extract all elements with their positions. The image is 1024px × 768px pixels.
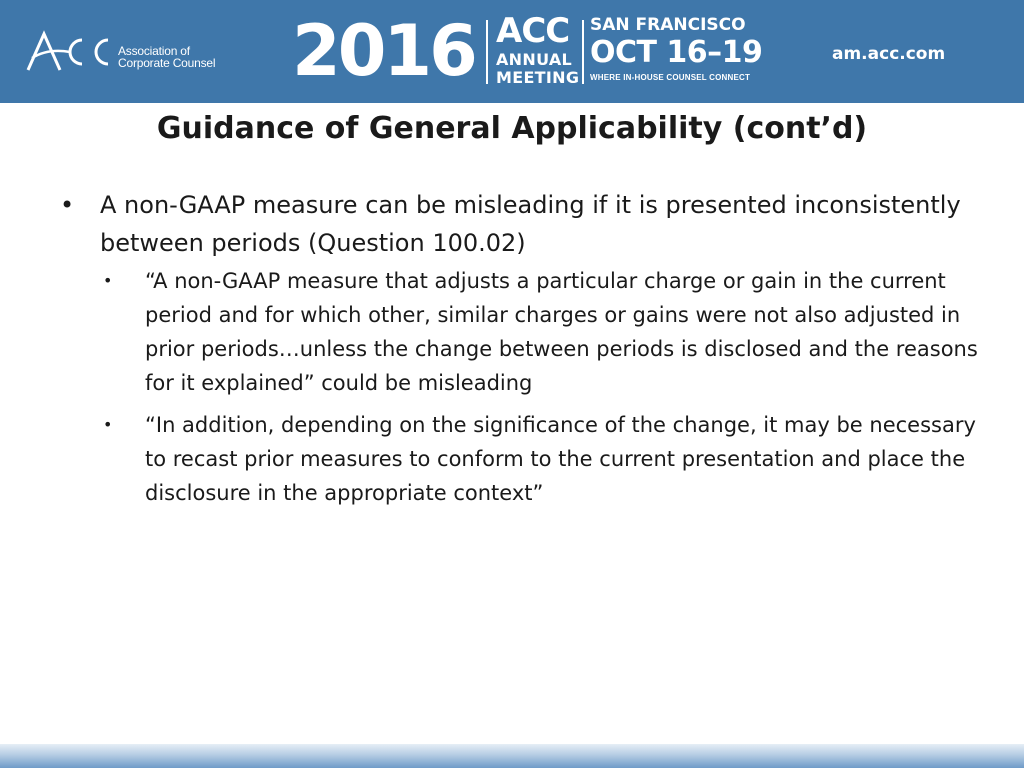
footer-bar	[0, 744, 1024, 768]
slide-content	[60, 186, 980, 518]
slide-title: Guidance of General Applicability (cont’d)	[156, 111, 868, 146]
logo-text	[118, 45, 215, 69]
event-banner	[0, 0, 1024, 103]
event-dates: OCT 16–19	[590, 35, 763, 70]
sub-bullet-item	[60, 408, 980, 510]
sub-bullet-list	[60, 264, 980, 510]
sub-bullet-text: “In addition, depending on the significance of the change, it may be necessary to recast prior measures to conform to the current presentation and place the disclosure in the appropriate context”	[145, 413, 976, 505]
logo-text-line-1: Association of	[118, 44, 190, 58]
bullet-item	[60, 186, 980, 262]
event-website: am.acc.com	[832, 44, 946, 64]
sub-bullet-item	[60, 264, 980, 400]
event-annual: ANNUAL	[496, 50, 573, 69]
sub-bullet-marker: •	[103, 271, 113, 290]
event-meeting: MEETING	[496, 68, 580, 87]
event-city: SAN FRANCISCO	[590, 15, 746, 35]
banner-divider	[582, 20, 584, 84]
sub-bullet-text: “A non-GAAP measure that adjusts a particular charge or gain in the current period and for which other, similar charges or gains were not also adjusted in prior periods…unless the change between periods is disclosed and the reasons for it explained” could be misleading	[145, 269, 978, 395]
sub-bullet-marker: •	[103, 415, 113, 434]
acc-logo-mark-icon	[26, 28, 116, 74]
event-acc: ACC	[496, 11, 570, 51]
event-tagline: WHERE IN-HOUSE COUNSEL CONNECT	[590, 73, 751, 82]
logo-text-line-2: Corporate Counsel	[118, 56, 216, 70]
acc-logo	[26, 28, 226, 76]
event-year: 2016	[292, 10, 475, 92]
bullet-marker: •	[60, 191, 75, 219]
bullet-text: A non-GAAP measure can be misleading if it is presented inconsistently between periods (Question 100.02)	[100, 191, 961, 257]
banner-divider	[486, 20, 488, 84]
